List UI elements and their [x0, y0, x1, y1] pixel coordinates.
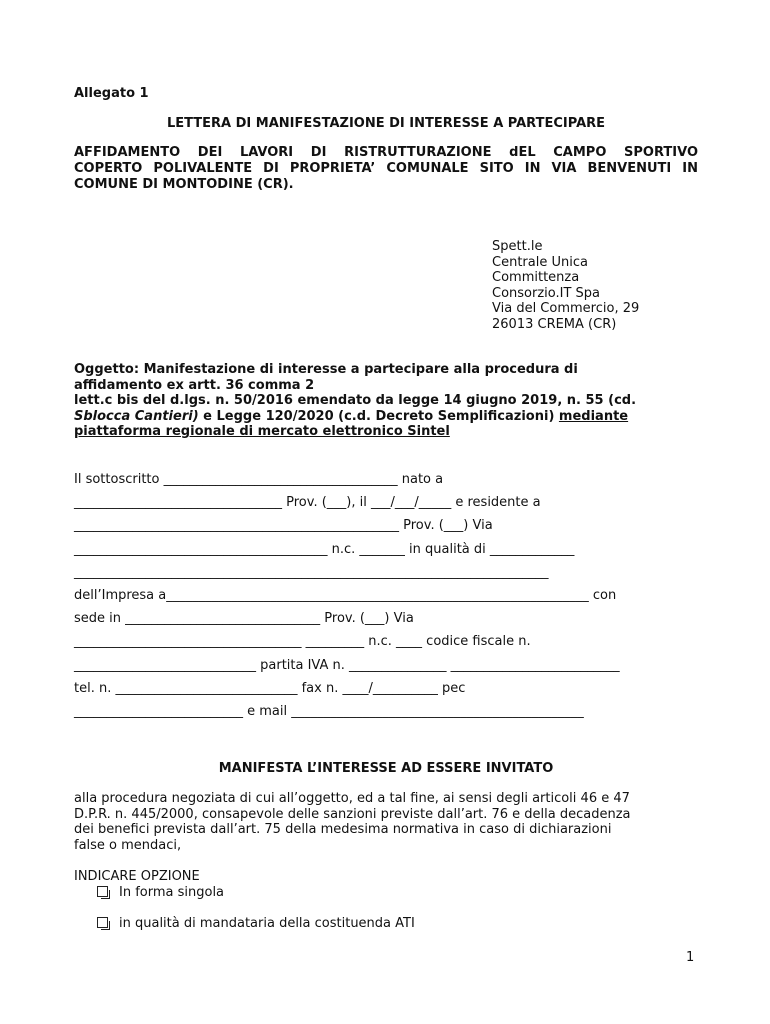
address-line: Consorzio.IT Spa [492, 285, 601, 301]
paragraph-line: false o mendaci, [74, 837, 182, 853]
procurement-heading-line: AFFIDAMENTO DEI LAVORI DI RISTRUTTURAZIONE dEL CAMPO SPORTIVO [74, 145, 698, 160]
address-line: Via del Commercio, 29 [492, 301, 640, 316]
checkbox-icon[interactable] [97, 917, 108, 928]
address-line: Centrale Unica [492, 254, 588, 270]
option-ati-mandataria[interactable] [97, 916, 415, 931]
paragraph-line: alla procedura negoziata di cui all’oggetto, ed a tal fine, ai sensi degli articoli 46 e 47 [74, 791, 630, 806]
subject-line [74, 409, 698, 425]
form-line: __________________________ e mail _____________________________________________ [74, 703, 584, 719]
document-title: LETTERA DI MANIFESTAZIONE DI INTERESSE A PARTECIPARE [166, 116, 606, 131]
procurement-heading [74, 145, 698, 193]
attachment-label: Allegato 1 [74, 86, 149, 101]
form-line: _______________________________________ n.c. _______ in qualità di _____________ [74, 541, 575, 557]
form-line: sede in ______________________________ Prov. (___) Via [74, 611, 414, 627]
recipient-address [492, 239, 639, 332]
option-instruction: INDICARE OPZIONE [74, 869, 200, 884]
form-line: _________________________________________________________________________ [74, 564, 549, 580]
page-number: 1 [686, 950, 695, 965]
address-line: 26013 CREMA (CR) [492, 316, 617, 332]
option-single[interactable] [97, 885, 224, 900]
form-line: tel. n. ____________________________ fax n. ____/__________ pec [74, 680, 466, 696]
form-line: Il sottoscritto ____________________________________ nato a [74, 472, 444, 487]
form-line: ________________________________ Prov. (___), il ___/___/_____ e residente a [74, 495, 541, 511]
declaration-paragraph [74, 791, 698, 853]
checkbox-icon[interactable] [97, 886, 108, 897]
subject-text: e Legge 120/2020 (c.d. Decreto Semplificazioni) [198, 408, 559, 424]
subject-italic: Sblocca Cantieri) [74, 408, 199, 424]
procurement-heading-line: COMUNE DI MONTODINE (CR). [74, 177, 294, 192]
declaration-heading: MANIFESTA L’INTERESSE AD ESSERE INVITATO [218, 761, 554, 776]
form-line: dell’Impresa a_________________________________________________________________ con [74, 587, 617, 603]
address-line: Committenza [492, 270, 580, 285]
procurement-heading-line: COPERTO POLIVALENTE DI PROPRIETA’ COMUNALE SITO IN VIA BENVENUTI IN [74, 161, 698, 176]
option-label: in qualità di mandataria della costituenda ATI [119, 916, 415, 931]
form-line: ___________________________________ _________ n.c. ____ codice fiscale n. [74, 634, 531, 650]
subject-line: lett.c bis del d.lgs. n. 50/2016 emendato da legge 14 giugno 2019, n. 55 (cd. [74, 393, 637, 408]
subject-underlined: mediante [558, 408, 629, 424]
subject-line: affidamento ex artt. 36 comma 2 [74, 377, 315, 393]
form-line: ____________________________ partita IVA n. _______________ __________________________ [74, 657, 620, 673]
subject-line: Oggetto: Manifestazione di interesse a partecipare alla procedura di [74, 362, 578, 377]
option-label: In forma singola [119, 885, 225, 900]
declarant-form [74, 472, 694, 727]
paragraph-line: dei benefici prevista dall’art. 75 della medesima normativa in caso di dichiarazioni [74, 822, 612, 837]
form-line: __________________________________________________ Prov. (___) Via [74, 518, 493, 534]
address-line: Spett.le [492, 239, 543, 254]
paragraph-line: D.P.R. n. 445/2000, consapevole delle sanzioni previste dall’art. 76 e della decadenza [74, 806, 631, 822]
subject-block [74, 362, 698, 440]
subject-underlined-line: piattaforma regionale di mercato elettronico Sintel [74, 424, 450, 439]
